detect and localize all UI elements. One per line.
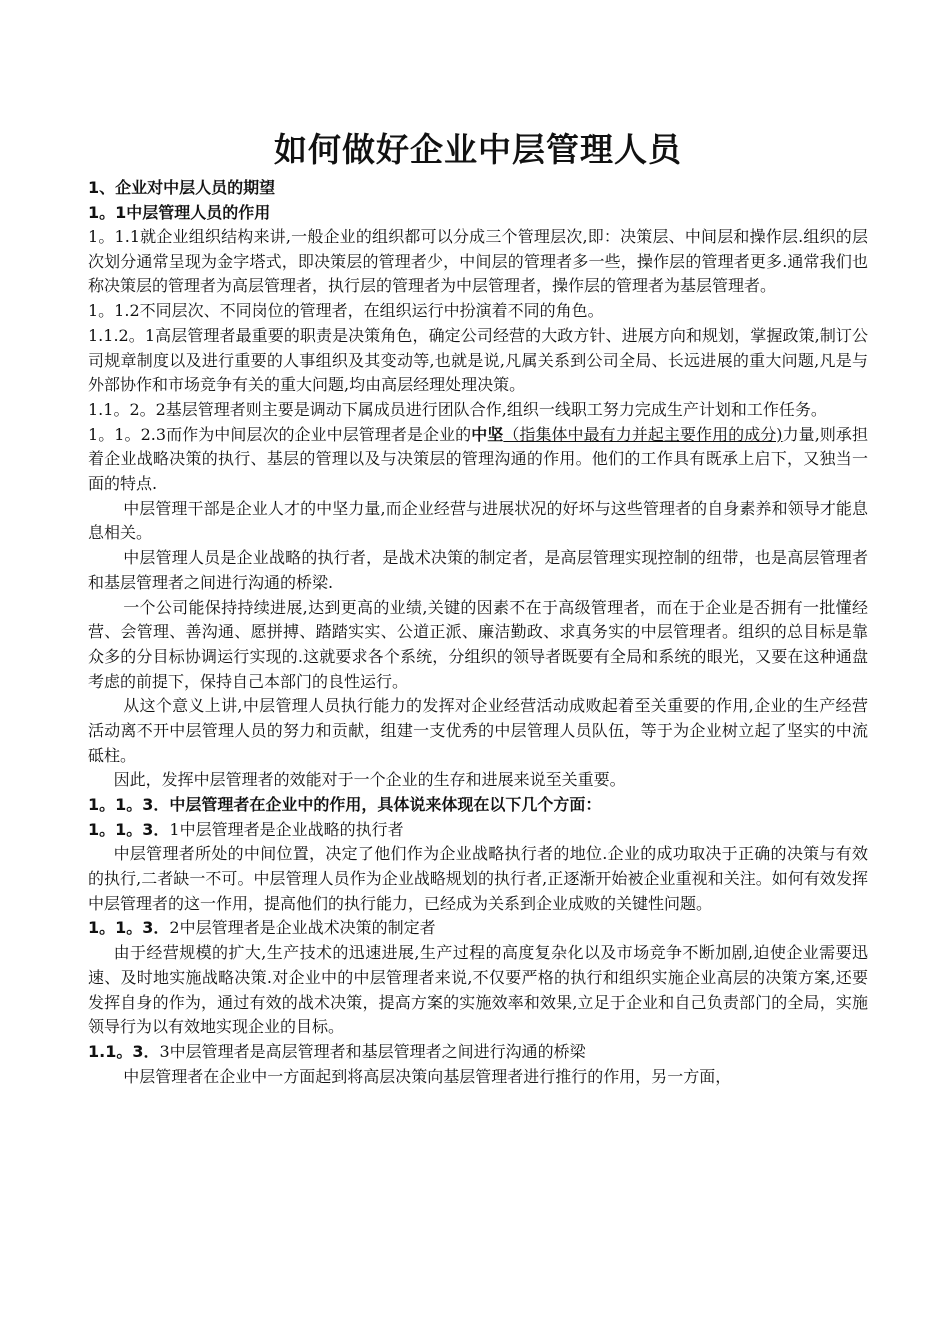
paragraph-1-1-1: 1。1.1就企业组织结构来讲,一般企业的组织都可以分成三个管理层次,即：决策层、中间层和操作层.组织的层次划分通常呈现为金字塔式，即决策层的管理者少，中间层的管理者多一些，操作层的管理者更多.通常我们也称决策层的管理者为高层管理者，执行层的管理者为中层管理者，操作层的管理者为基层管理者。 [88, 227, 868, 296]
subheading-1-1-3-3-number: 1.1。3． [88, 1042, 160, 1061]
heading-section-1-1: 1。1中层管理人员的作用 [88, 202, 271, 222]
subheading-1-1-3-1-number: 1。1。3． [88, 819, 170, 839]
subheading-1-1-3-3 [88, 1040, 868, 1065]
paragraph-company-growth: 一个公司能保持持续进展,达到更高的业绩,关键的因素不在于高级管理者，而在于企业是否拥有一批懂经营、会管理、善沟通、愿拼搏、踏踏实实、公道正派、廉洁勤政、求真务实的中层管理者。组织的总目标是靠众多的分目标协调运行实现的.这就要求各个系统，分组织的领导者既要有全局和系统的眼光，又要在这种通盘考虑的前提下，保持自己本部门的良性运行。 [88, 597, 868, 691]
paragraph-middle-backbone: 中层管理干部是企业人才的中坚力量,而企业经营与进展状况的好坏与这些管理者的自身素养和领导才能息息相关。 [88, 498, 868, 543]
document-title: 如何做好企业中层管理人员 [274, 130, 682, 169]
paragraph-1-1-2: 1。1.2不同层次、不同岗位的管理者，在组织运行中扮演着不同的角色。 [88, 301, 604, 321]
heading-section-1-1-3: 1。1。3．中层管理者在企业中的作用，具体说来体现在以下几个方面： [88, 795, 602, 815]
paragraph-middle-executor: 中层管理人员是企业战略的执行者，是战术决策的制定者，是高层管理实现控制的纽带，也是高层管理者和基层管理者之间进行沟通的桥梁. [88, 548, 868, 592]
subheading-1-1-3-2-number: 1。1。3． [88, 918, 170, 938]
paragraph-1-1-2-3 [88, 423, 868, 497]
subheading-1-1-3-3-text: 3中层管理者是高层管理者和基层管理者之间进行沟通的桥梁 [159, 1042, 586, 1061]
keyword-definition: （指集体中最有力并起主要作用的成分) [503, 424, 783, 444]
subheading-1-1-3-1-text: 1中层管理者是企业战略的执行者 [169, 819, 404, 839]
subheading-1-1-3-2 [88, 916, 868, 941]
paragraph-1-1-2-3-rest: 力量,则承担着企业战略决策的执行、基层的管理以及与决策层的管理沟通的作用。他们的工作具有既承上启下，又独当一面的特点. [88, 424, 868, 494]
heading-section-1: 1、企业对中层人员的期望 [88, 178, 276, 197]
document-page [88, 128, 868, 1089]
paragraph-1-1-3-3: 中层管理者在企业中一方面起到将高层决策向基层管理者进行推行的作用，另一方面， [123, 1066, 732, 1086]
paragraph-conclusion: 因此，发挥中层管理者的效能对于一个企业的生存和进展来说至关重要。 [113, 770, 626, 790]
subheading-1-1-3-1 [88, 818, 868, 843]
subheading-1-1-3-2-text: 2中层管理者是企业战术决策的制定者 [169, 918, 436, 938]
paragraph-significance: 从这个意义上讲,中层管理人员执行能力的发挥对企业经营活动成败起着至关重要的作用,企业的生产经营活动离不开中层管理人员的努力和贡献，组建一支优秀的中层管理人员队伍，等于为企业树立起了坚实的中流砥柱。 [88, 696, 868, 765]
paragraph-1-1-3-1: 中层管理者所处的中间位置，决定了他们作为企业战略执行者的地位.企业的成功取决于正确的决策与有效的执行,二者缺一不可。中层管理人员作为企业战略规划的执行者,正逐渐开始被企业重视和关注。如何有效发挥中层管理者的这一作用，提高他们的执行能力，已经成为关系到企业成败的关键性问题。 [88, 844, 868, 913]
paragraph-1-1-2-1: 1.1.2。1高层管理者最重要的职责是决策角色，确定公司经营的大政方针、进展方向和规划，掌握政策,制订公司规章制度以及进行重要的人事组织及其变动等,也就是说,凡属关系到公司全局、长远进展的重大问题,凡是与外部协作和市场竞争有关的重大问题,均由高层经理处理决策。 [88, 325, 868, 395]
paragraph-1-1-2-3-lead: 1。1。2.3而作为中间层次的企业中层管理者是企业的 [88, 424, 472, 444]
paragraph-1-1-2-2: 1.1。2。2基层管理者则主要是调动下属成员进行团队合作,组织一线职工努力完成生产计划和工作任务。 [88, 399, 827, 419]
paragraph-1-1-3-2: 由于经营规模的扩大,生产技术的迅速进展,生产过程的高度复杂化以及市场竞争不断加剧,迫使企业需要迅速、及时地实施战略决策.对企业中的中层管理者来说,不仅要严格的执行和组织实施企业高层的决策方案,还要发挥自身的作为，通过有效的战术决策，提高方案的实施效率和效果,立足于企业和自己负责部门的全局，实施领导行为以有效地实现企业的目标。 [88, 943, 868, 1037]
keyword-zhongjian: 中坚 [471, 424, 504, 444]
